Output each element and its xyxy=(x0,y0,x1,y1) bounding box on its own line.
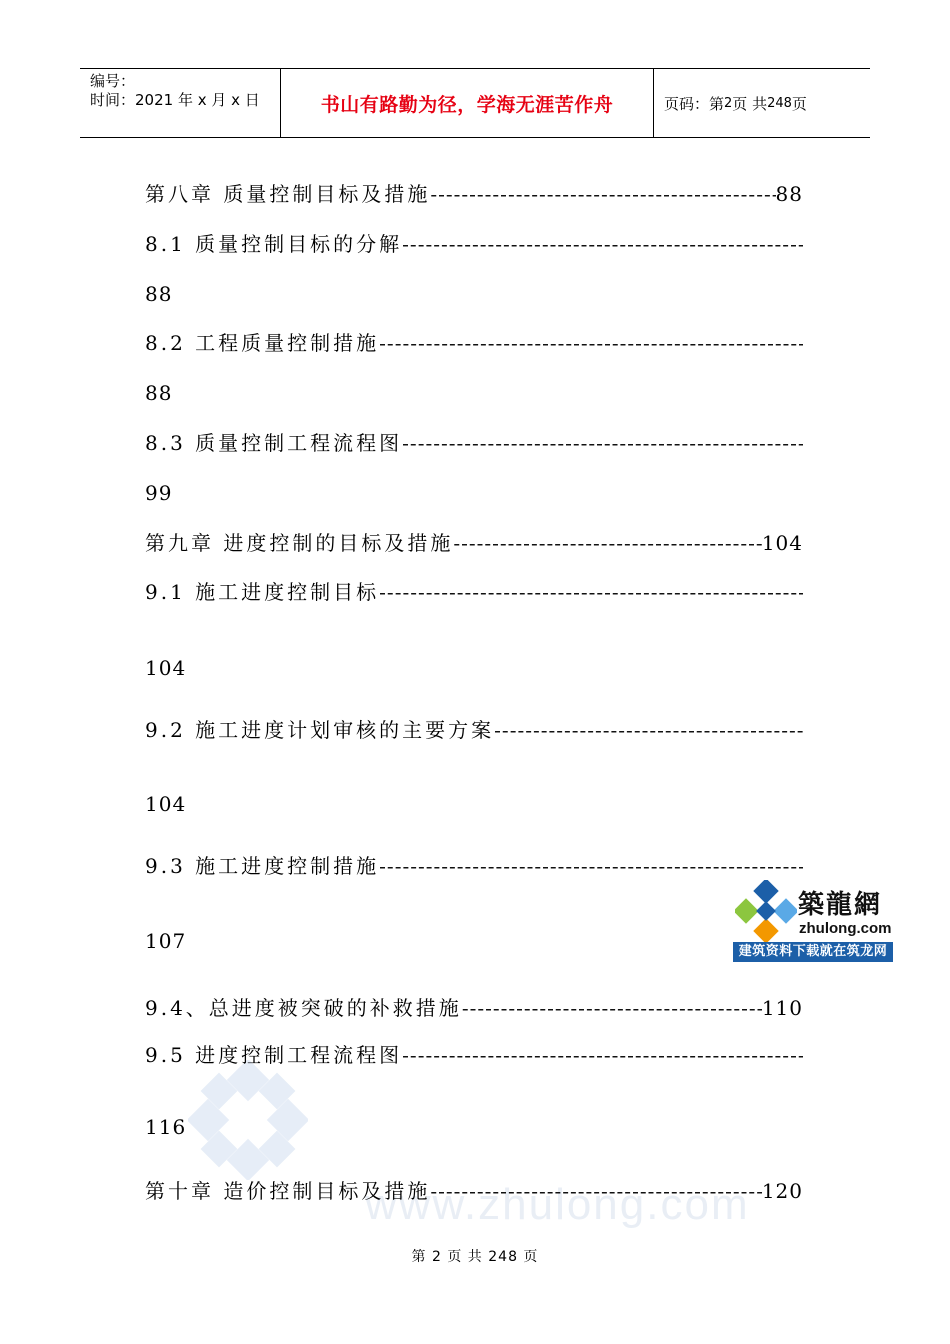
toc-entry xyxy=(145,231,803,257)
toc-entry xyxy=(145,717,803,743)
toc-leader-dashes xyxy=(402,1042,803,1068)
toc-leader-dashes xyxy=(494,717,803,743)
page-current: 2 xyxy=(724,95,733,111)
page-header xyxy=(80,68,870,138)
toc-entry xyxy=(145,995,803,1021)
toc-entry xyxy=(145,181,803,207)
toc-entry-page: 104 xyxy=(761,531,803,555)
toc-entry-title: 9.1 施工进度控制目标 xyxy=(145,580,380,604)
toc-leader-dashes xyxy=(379,579,803,605)
toc-entry-page: 110 xyxy=(761,996,803,1020)
toc-entry xyxy=(145,1042,803,1068)
toc-entry-title: 8.2 工程质量控制措施 xyxy=(145,331,380,355)
page-prefix: 页码：第 xyxy=(664,94,725,113)
toc-page-number: 116 xyxy=(145,1115,187,1139)
toc-entry-title: 8.3 质量控制工程流程图 xyxy=(145,431,403,455)
toc-leader-dashes xyxy=(453,530,761,556)
toc-leader-dashes xyxy=(462,995,762,1021)
toc-entry-title: 第十章 造价控制目标及措施 xyxy=(145,1179,431,1203)
toc-entry xyxy=(145,330,803,356)
toc-entry-title: 9.2 施工进度计划审核的主要方案 xyxy=(145,718,495,742)
toc-entry-title: 9.5 进度控制工程流程图 xyxy=(145,1043,403,1067)
toc-page-number: 104 xyxy=(145,656,187,680)
toc-entry xyxy=(145,1178,803,1204)
logo-site: zhulong.com xyxy=(799,920,892,937)
toc-entry xyxy=(145,853,803,879)
number-label: 编号： xyxy=(90,72,136,90)
toc-page-number: 99 xyxy=(145,481,173,505)
toc-leader-dashes xyxy=(430,181,775,207)
toc-leader-dashes xyxy=(402,231,803,257)
header-page-info xyxy=(654,69,870,137)
toc-page-number: 88 xyxy=(145,282,173,306)
toc-page-number: 104 xyxy=(145,792,187,816)
watermark-text: www.zhulong.com xyxy=(365,1180,750,1229)
toc-entry-title: 9.3 施工进度控制措施 xyxy=(145,854,380,878)
logo-brand: 築龍網 xyxy=(798,890,883,920)
time-label: 时间：2021 年 x 月 x 日 xyxy=(90,91,260,109)
toc-entry xyxy=(145,530,803,556)
toc-entry-title: 第九章 进度控制的目标及措施 xyxy=(145,531,454,555)
toc-entry-title: 8.1 质量控制目标的分解 xyxy=(145,232,403,256)
header-motto: 书山有路勤为径，学海无涯苦作舟 xyxy=(281,69,654,137)
page-mid: 页 共 xyxy=(732,94,768,113)
page-footer: 第 2 页 共 248 页 xyxy=(411,1249,539,1265)
toc-leader-dashes xyxy=(402,430,803,456)
toc-page-number: 88 xyxy=(145,381,173,405)
toc-page-number: 107 xyxy=(145,929,187,953)
zhulong-logo xyxy=(733,880,893,962)
toc-leader-dashes xyxy=(379,330,803,356)
logo-tagline: 建筑资料下载就在筑龙网 xyxy=(733,942,893,962)
zhulong-logo-icon xyxy=(735,880,797,942)
toc-leader-dashes xyxy=(379,853,803,879)
page-suffix: 页 xyxy=(791,94,807,113)
toc-entry-page: 88 xyxy=(775,182,803,206)
toc-entry xyxy=(145,579,803,605)
toc-entry-title: 第八章 质量控制目标及措施 xyxy=(145,182,431,206)
watermark-flower-icon xyxy=(188,1060,308,1180)
toc-leader-dashes xyxy=(430,1178,761,1204)
toc-entry xyxy=(145,430,803,456)
header-meta xyxy=(80,69,281,137)
page-total: 248 xyxy=(767,95,792,111)
toc-entry-page: 120 xyxy=(761,1179,803,1203)
toc-entry-title: 9.4、总进度被突破的补救措施 xyxy=(145,996,462,1020)
